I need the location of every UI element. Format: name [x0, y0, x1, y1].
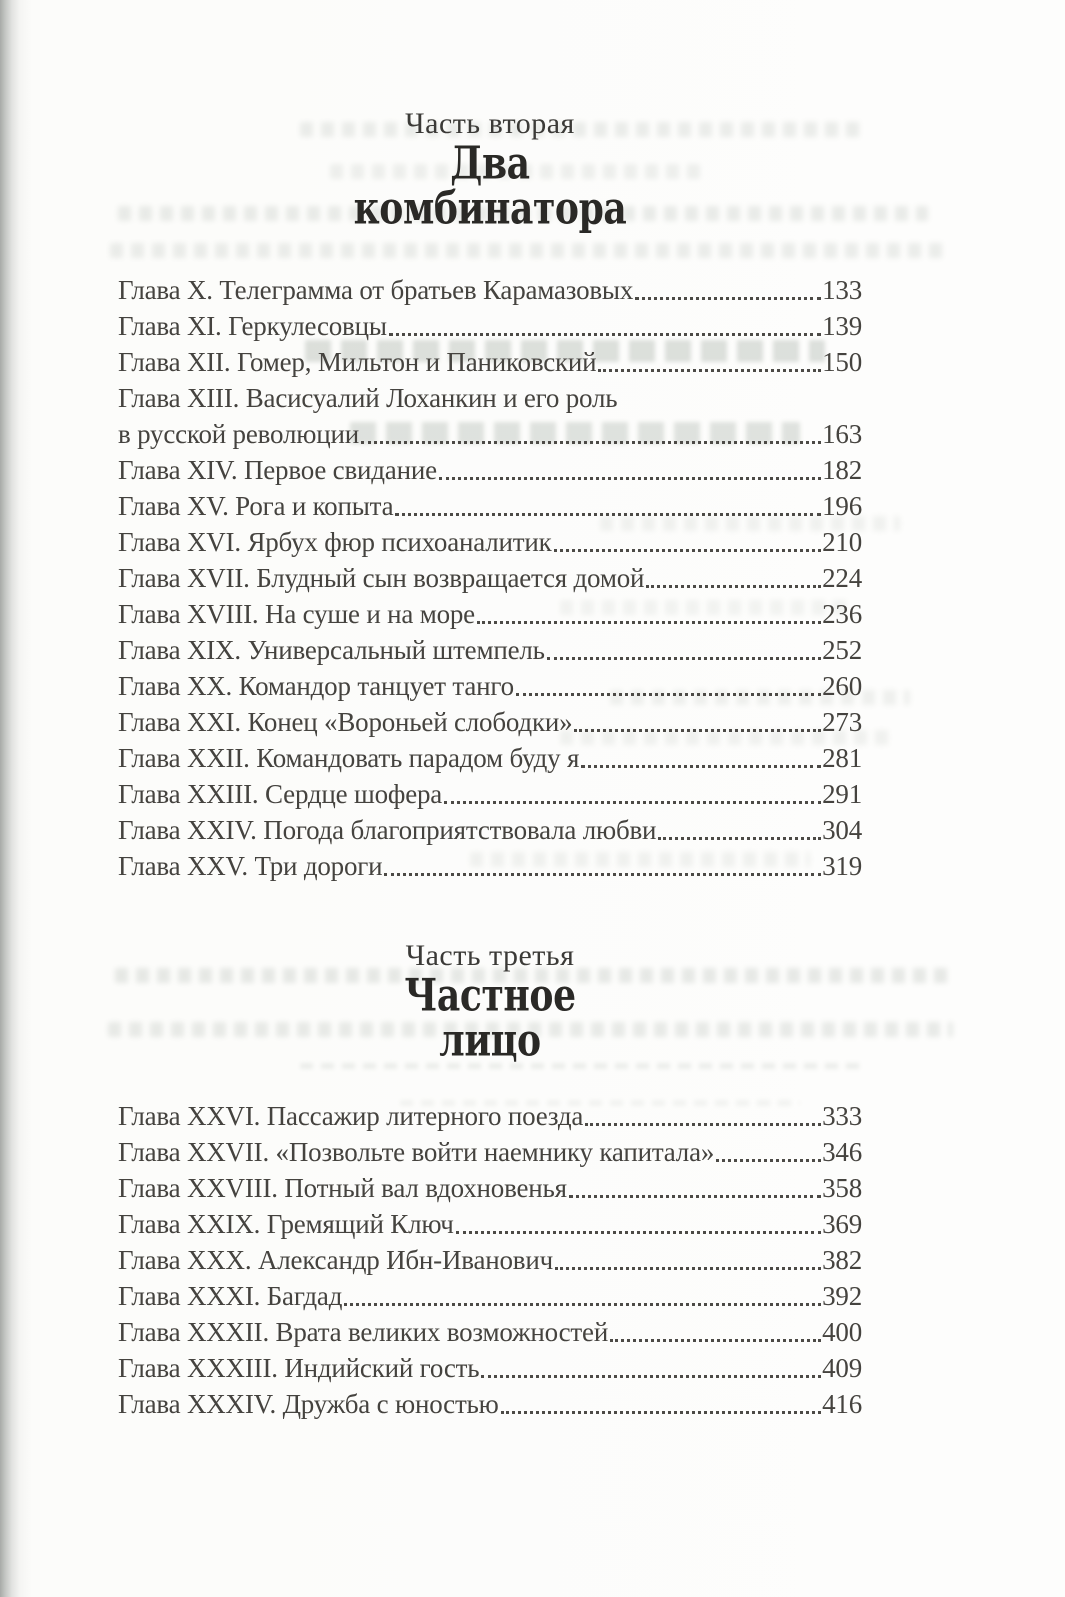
toc-entry-page: 150 [822, 347, 862, 377]
toc-entry [118, 776, 862, 812]
dot-leader [444, 801, 821, 804]
toc-entry-page: 369 [822, 1209, 862, 1239]
toc-entry [118, 704, 862, 740]
part2-label: Часть вторая [405, 107, 575, 140]
toc-entry-page: 224 [822, 563, 862, 593]
toc-entry [118, 524, 862, 560]
toc-entry-page: 196 [822, 491, 862, 521]
toc-entry-title: Глава XXV. Три дороги [118, 851, 383, 881]
toc-entry [118, 380, 862, 416]
dot-leader [555, 1267, 821, 1270]
dot-leader [585, 1123, 821, 1126]
part2-title [118, 137, 862, 235]
toc-part2 [118, 272, 862, 884]
toc-entry-page: 409 [822, 1353, 862, 1383]
toc-entry [118, 1386, 862, 1422]
toc-entry-page: 133 [822, 275, 862, 305]
toc-entry-title: Глава XXIV. Погода благоприятствовала любви [118, 815, 657, 845]
toc-entry [118, 812, 862, 848]
toc-entry-page: 163 [822, 419, 862, 449]
toc-entry [118, 740, 862, 776]
toc-entry [118, 1170, 862, 1206]
toc-entry-title: Глава XXVI. Пассажир литерного поезда [118, 1101, 584, 1131]
toc-entry-title: Глава XI. Геркулесовцы [118, 311, 387, 341]
toc-entry-page: 260 [822, 671, 862, 701]
dot-leader [501, 1411, 821, 1414]
toc-entry-title: Глава XVIII. На суше и на море [118, 599, 475, 629]
toc-entry-page: 346 [822, 1137, 862, 1167]
dot-leader [439, 477, 821, 480]
toc-entry-title: Глава XXXIII. Индийский гость [118, 1353, 480, 1383]
toc-entry [118, 272, 862, 308]
toc-entry-title: Глава XII. Гомер, Мильтон и Паниковский [118, 347, 597, 377]
toc-entry-page: 358 [822, 1173, 862, 1203]
part3-title-line2: лицо [439, 1014, 541, 1067]
toc-entry-page: 252 [822, 635, 862, 665]
toc-entry-title: Глава XIII. Васисуалий Лоханкин и его роль [118, 383, 618, 413]
toc-entry [118, 344, 862, 380]
toc-entry [118, 596, 862, 632]
toc-entry-title: Глава XX. Командор танцует танго [118, 671, 514, 701]
toc-part3 [118, 1098, 862, 1422]
toc-entry-title: Глава XXX. Александр Ибн-Иванович [118, 1245, 553, 1275]
toc-entry-page: 182 [822, 455, 862, 485]
toc-entry-page: 273 [822, 707, 862, 737]
toc-entry [118, 1242, 862, 1278]
dot-leader [344, 1303, 821, 1306]
toc-entry [118, 452, 862, 488]
toc-entry-page: 392 [822, 1281, 862, 1311]
toc-entry-title: Глава XXIII. Сердце шофера [118, 779, 443, 809]
toc-entry-title: Глава XV. Рога и копыта [118, 491, 394, 521]
toc-entry-page: 304 [822, 815, 862, 845]
toc-entry-page: 210 [822, 527, 862, 557]
toc-entry-page: 236 [822, 599, 862, 629]
toc-entry-title: Глава XIV. Первое свидание [118, 455, 437, 485]
dot-leader [574, 729, 821, 732]
toc-entry-title: Глава XXXIV. Дружба с юностью [118, 1389, 499, 1419]
toc-entry-title: Глава XXIX. Гремящий Ключ [118, 1209, 454, 1239]
dot-leader [384, 873, 821, 876]
toc-entry-title: Глава XXI. Конец «Вороньей слободки» [118, 707, 573, 737]
toc-entry [118, 1278, 862, 1314]
toc-entry [118, 1314, 862, 1350]
dot-leader [610, 1339, 821, 1342]
toc-entry-title: в русской революции [118, 419, 359, 449]
dot-leader [635, 297, 821, 300]
toc-entry-page: 416 [822, 1389, 862, 1419]
dot-leader [569, 1195, 821, 1198]
toc-entry [118, 308, 862, 344]
part3-title-line1: Частное [404, 969, 576, 1022]
dot-leader [481, 1375, 821, 1378]
toc-entry [118, 848, 862, 884]
part3-title [118, 969, 862, 1067]
toc-entry-page: 333 [822, 1101, 862, 1131]
table-of-contents [118, 0, 862, 1422]
dot-leader [516, 693, 821, 696]
toc-entry [118, 668, 862, 704]
toc-entry [118, 1350, 862, 1386]
toc-entry-page: 400 [822, 1317, 862, 1347]
dot-leader [395, 513, 821, 516]
toc-entry-title: Глава XXII. Командовать парадом буду я [118, 743, 580, 773]
toc-entry-page: 291 [822, 779, 862, 809]
toc-entry-page: 281 [822, 743, 862, 773]
toc-entry-title: Глава X. Телеграмма от братьев Карамазовых [118, 275, 634, 305]
toc-entry [118, 416, 862, 452]
part2-title-line1: Два [450, 137, 530, 190]
toc-entry [118, 488, 862, 524]
dot-leader [646, 585, 821, 588]
toc-entry-title: Глава XVII. Блудный сын возвращается домой [118, 563, 645, 593]
dot-leader [547, 657, 821, 660]
dot-leader [456, 1231, 821, 1234]
dot-leader [716, 1159, 821, 1162]
toc-entry-title: Глава XXVIII. Потный вал вдохновенья [118, 1173, 567, 1203]
dot-leader [477, 621, 821, 624]
toc-entry-title: Глава XVI. Ярбух фюр психоаналитик [118, 527, 552, 557]
dot-leader [554, 549, 822, 552]
toc-entry [118, 1206, 862, 1242]
dot-leader [658, 837, 821, 840]
toc-entry [118, 1098, 862, 1134]
toc-entry [118, 632, 862, 668]
dot-leader [361, 441, 821, 444]
toc-entry-page: 382 [822, 1245, 862, 1275]
toc-entry [118, 1134, 862, 1170]
toc-entry [118, 560, 862, 596]
toc-entry-title: Глава XIX. Универсальный штемпель [118, 635, 545, 665]
toc-entry-title: Глава XXXII. Врата великих возможностей [118, 1317, 609, 1347]
toc-entry-page: 139 [822, 311, 862, 341]
toc-entry-page: 319 [822, 851, 862, 881]
toc-entry-title: Глава XXXI. Багдад [118, 1281, 343, 1311]
dot-leader [581, 765, 821, 768]
part2-title-line2: комбинатора [353, 182, 627, 235]
dot-leader [389, 333, 821, 336]
toc-entry-title: Глава XXVII. «Позвольте войти наемнику капитала» [118, 1137, 715, 1167]
dot-leader [598, 369, 821, 372]
part3-label: Часть третья [405, 939, 575, 972]
